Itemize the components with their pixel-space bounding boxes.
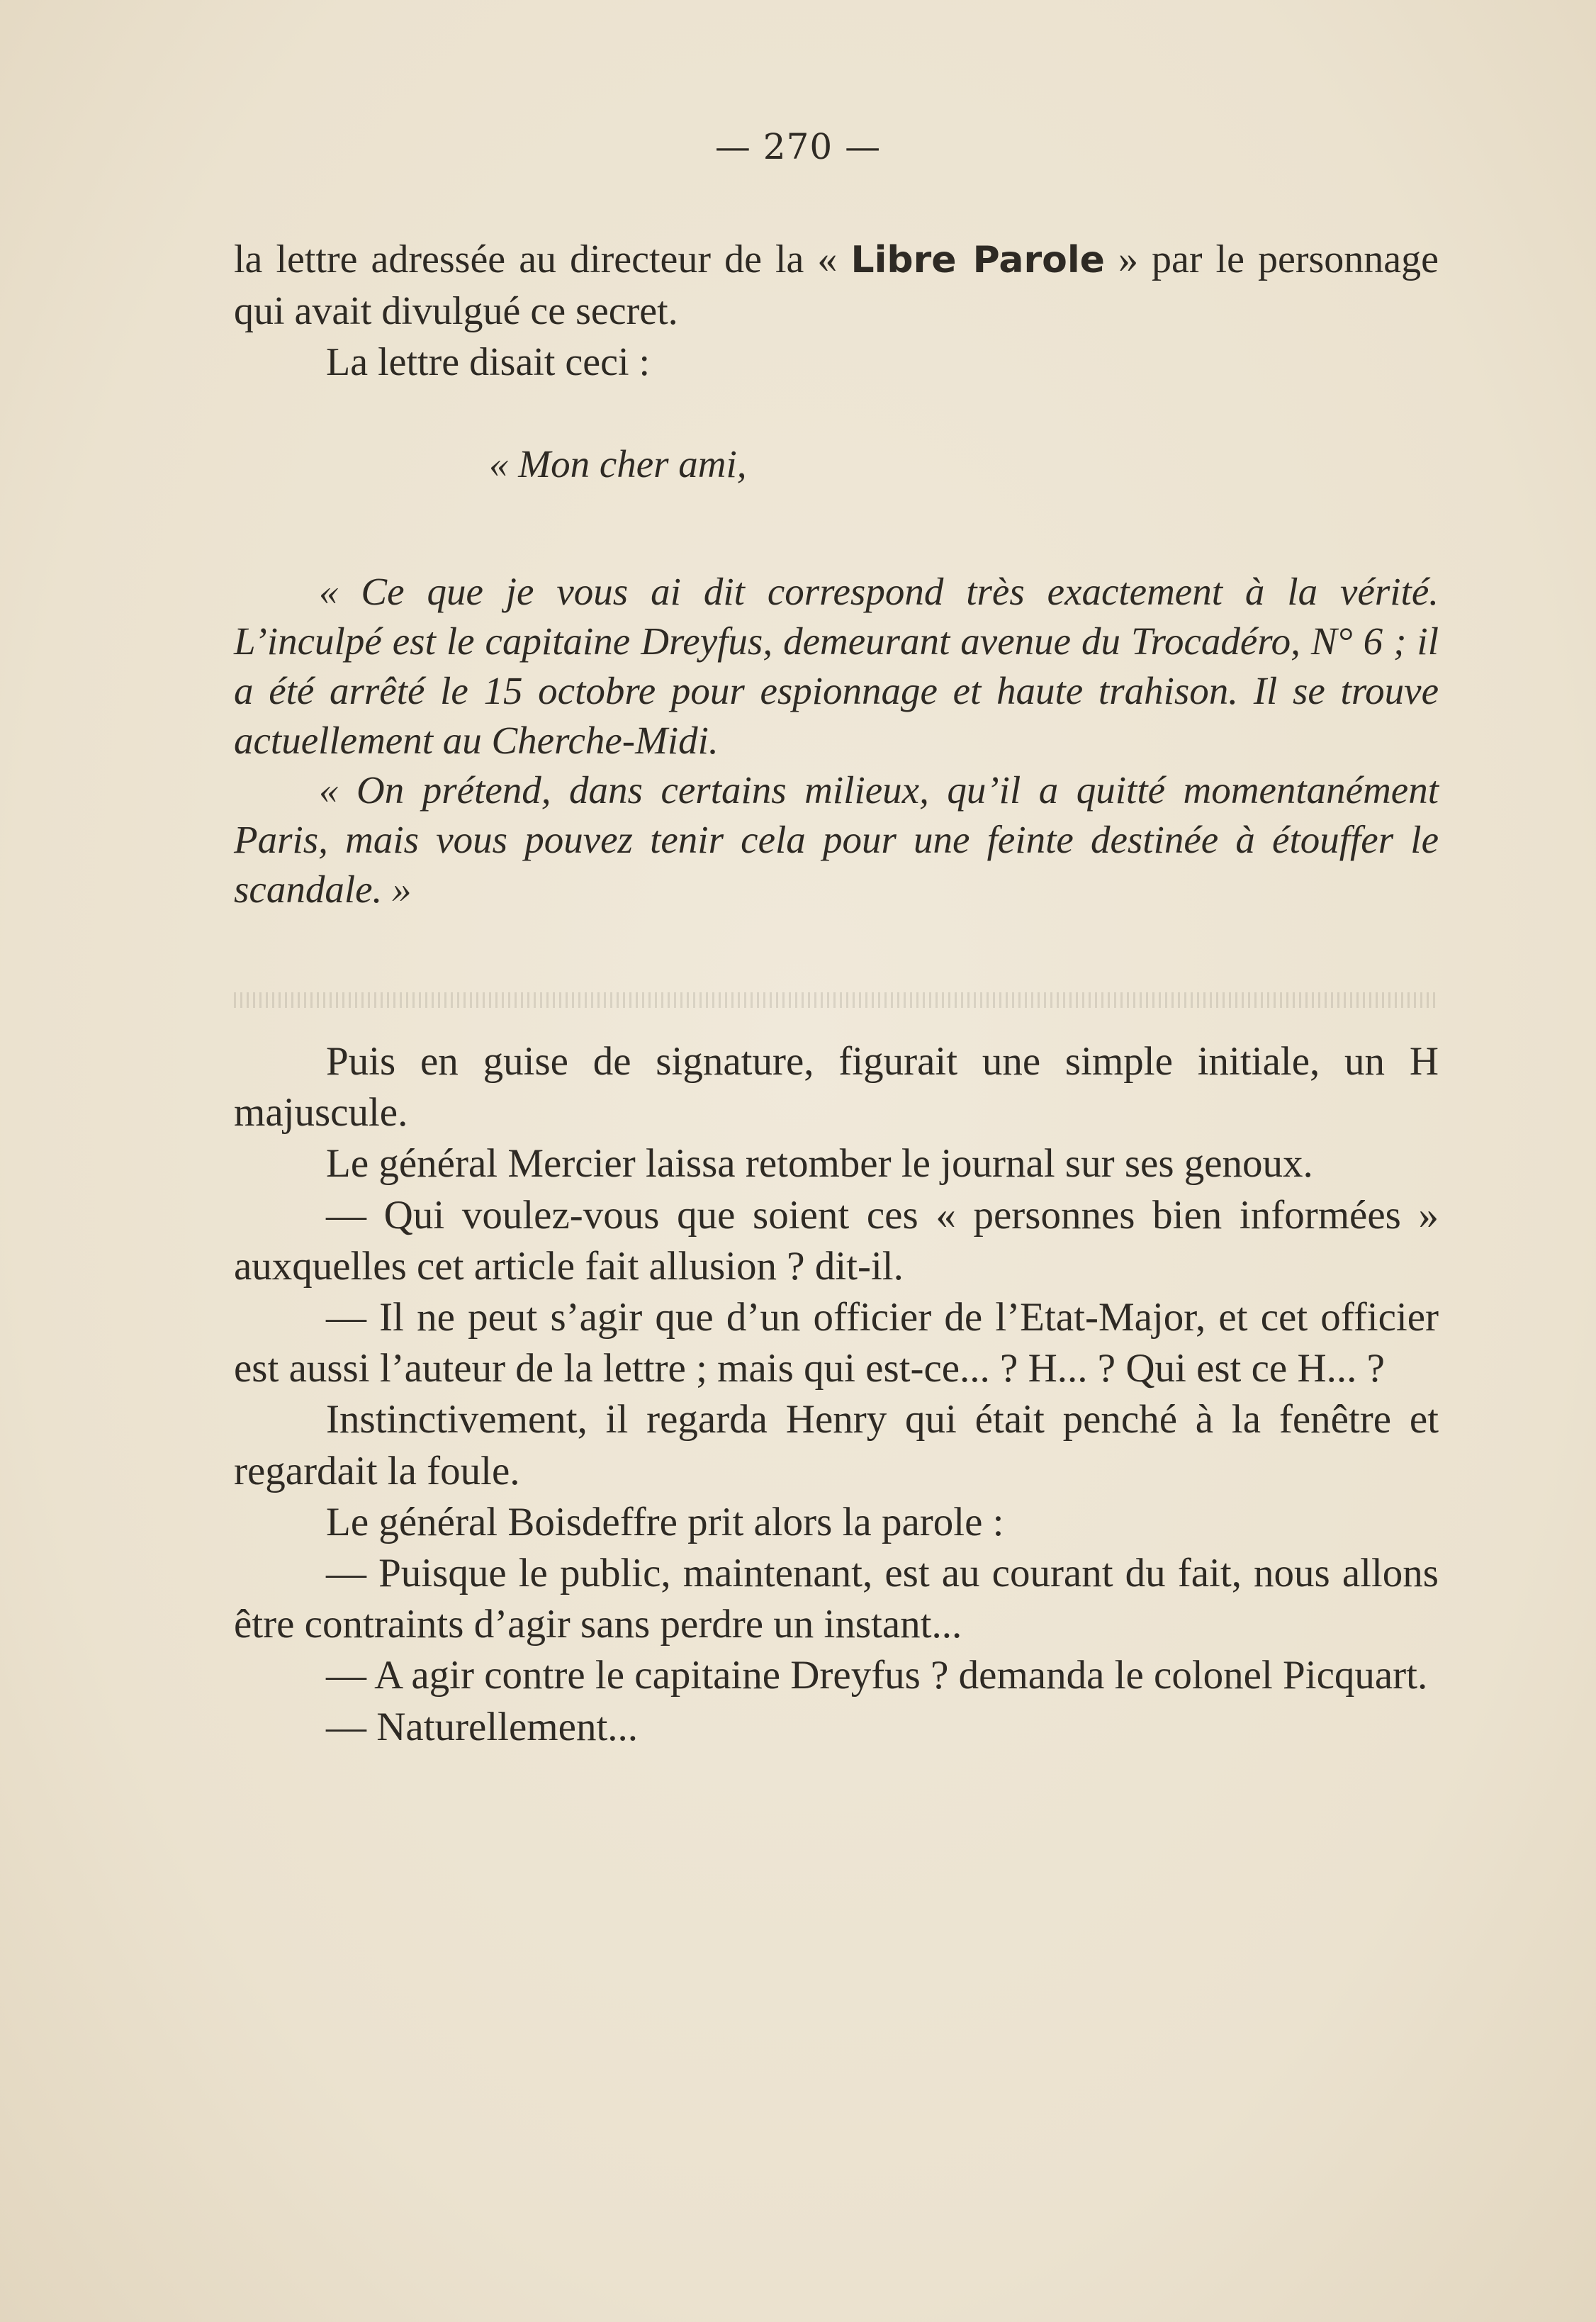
narrative-paragraph: — A agir contre le capitaine Dreyfus ? demanda le colonel Picquart. — [326, 1653, 1428, 1698]
letter-paragraph: « Ce que je vous ai dit correspond très exactement à la vérité. L’inculpé est le capitaine Dreyfus, demeurant avenue du Trocadéro, N° 6 ; il a été arrêté le 15 octobre pour espionnage et haute trahison. Il se trouve actuellement au Cherche-Midi. — [234, 570, 1439, 762]
narrative-paragraph: — Puisque le public, maintenant, est au courant du fait, nous allons être contraints d’agir sans perdre un instant... — [234, 1551, 1439, 1647]
letter-salutation: « Mon cher ami, — [489, 442, 747, 486]
narrative-paragraph: — Naturellement... — [326, 1704, 639, 1749]
intro-letter-lead: La lettre disait ceci : — [326, 340, 651, 384]
narrative-paragraph: Puis en guise de signature, figurait une simple initiale, un H majuscule. — [234, 1039, 1439, 1135]
intro-paragraph — [234, 234, 1439, 337]
narrative-paragraph: Le général Mercier laissa retomber le journal sur ses genoux. — [326, 1141, 1313, 1187]
narrative-paragraph: — Il ne peut s’agir que d’un officier de l’Etat-Major, et cet officier est aussi l’auteur de la lettre ; mais qui est-ce... ? H... ? Qui est ce H... ? — [234, 1295, 1439, 1391]
page-number: — 270 — — [714, 126, 882, 167]
intro-line-start: la lettre adressée au directeur de la « — [234, 237, 851, 281]
narrative-paragraph: Le général Boisdeffre prit alors la parole : — [326, 1499, 1004, 1544]
quoted-letter — [234, 439, 1439, 914]
intro-text — [234, 234, 1439, 388]
narrative-text — [234, 1036, 1439, 1753]
letter-paragraph: « On prétend, dans certains milieux, qu’il a quitté momentanément Paris, mais vous pouvez tenir cela pour une feinte destinée à étouffer le scandale. » — [234, 768, 1439, 911]
narrative-paragraph: — Qui voulez-vous que soient ces « personnes bien informées » auxquelles cet article fait allusion ? dit-il. — [234, 1192, 1439, 1289]
journal-name: Libre Parole — [850, 239, 1105, 281]
intro-line-end: » par le personnage qui avait divulgué ce secret. — [234, 237, 1439, 333]
narrative-paragraph: Instinctivement, il regarda Henry qui était penché à la fenêtre et regardait la foule. — [234, 1397, 1439, 1493]
print-ornament-line — [234, 992, 1439, 1008]
